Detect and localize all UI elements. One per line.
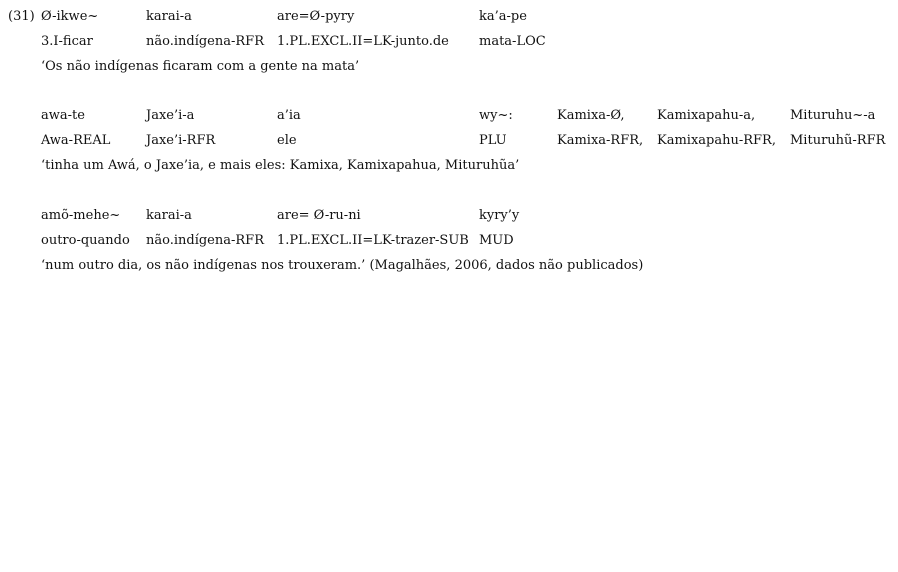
- gloss: 1.PL.EXCL.II=LK-junto.de: [277, 34, 449, 49]
- gloss-line: [0, 34, 898, 52]
- word-line: [0, 9, 898, 27]
- gloss: 3.I-ficar: [41, 34, 93, 49]
- word: karai-a: [146, 9, 192, 24]
- gloss: Kamixapahu-RFR,: [657, 133, 776, 148]
- gloss: Jaxe’i-RFR: [146, 133, 216, 148]
- gloss: ele: [277, 133, 297, 148]
- gloss-line: [0, 133, 898, 151]
- gloss: mata-LOC: [479, 34, 546, 49]
- gloss: não.indígena-RFR: [146, 34, 264, 49]
- word: amõ-mehe~: [41, 208, 121, 223]
- word: kyry’y: [479, 208, 520, 223]
- gloss: MUD: [479, 233, 514, 248]
- word: Ø-ikwe~: [41, 9, 99, 24]
- word: karai-a: [146, 208, 192, 223]
- gloss: Kamixa-RFR,: [557, 133, 644, 148]
- example-number: (31): [8, 9, 35, 24]
- gloss-line: [0, 233, 898, 251]
- word: are= Ø-ru-ni: [277, 208, 361, 223]
- gloss: não.indígena-RFR: [146, 233, 264, 248]
- word: Kamixa-Ø,: [557, 108, 625, 123]
- free-translation: ‘tinha um Awá, o Jaxe’ia, e mais eles: Kamixa, Kamixapahua, Mituruhũa’: [41, 158, 520, 173]
- word: Mituruhu~-a: [790, 108, 876, 123]
- free-translation: ‘num outro dia, os não indígenas nos trouxeram.’ (Magalhães, 2006, dados não publicados): [41, 258, 644, 273]
- gloss: PLU: [479, 133, 507, 148]
- gloss: outro-quando: [41, 233, 130, 248]
- word: Kamixapahu-a,: [657, 108, 756, 123]
- word: are=Ø-pyry: [277, 9, 355, 24]
- word: Jaxe’i-a: [146, 108, 195, 123]
- word: ka’a-pe: [479, 9, 527, 24]
- word-line: [0, 108, 898, 126]
- gloss: Mituruhũ-RFR: [790, 133, 886, 148]
- word: awa-te: [41, 108, 85, 123]
- free-translation: ‘Os não indígenas ficaram com a gente na mata’: [41, 59, 360, 74]
- word-line: [0, 208, 898, 226]
- word: wy~:: [479, 108, 513, 123]
- gloss: 1.PL.EXCL.II=LK-trazer-SUB: [277, 233, 469, 248]
- word: a’ia: [277, 108, 301, 123]
- gloss: Awa-REAL: [41, 133, 111, 148]
